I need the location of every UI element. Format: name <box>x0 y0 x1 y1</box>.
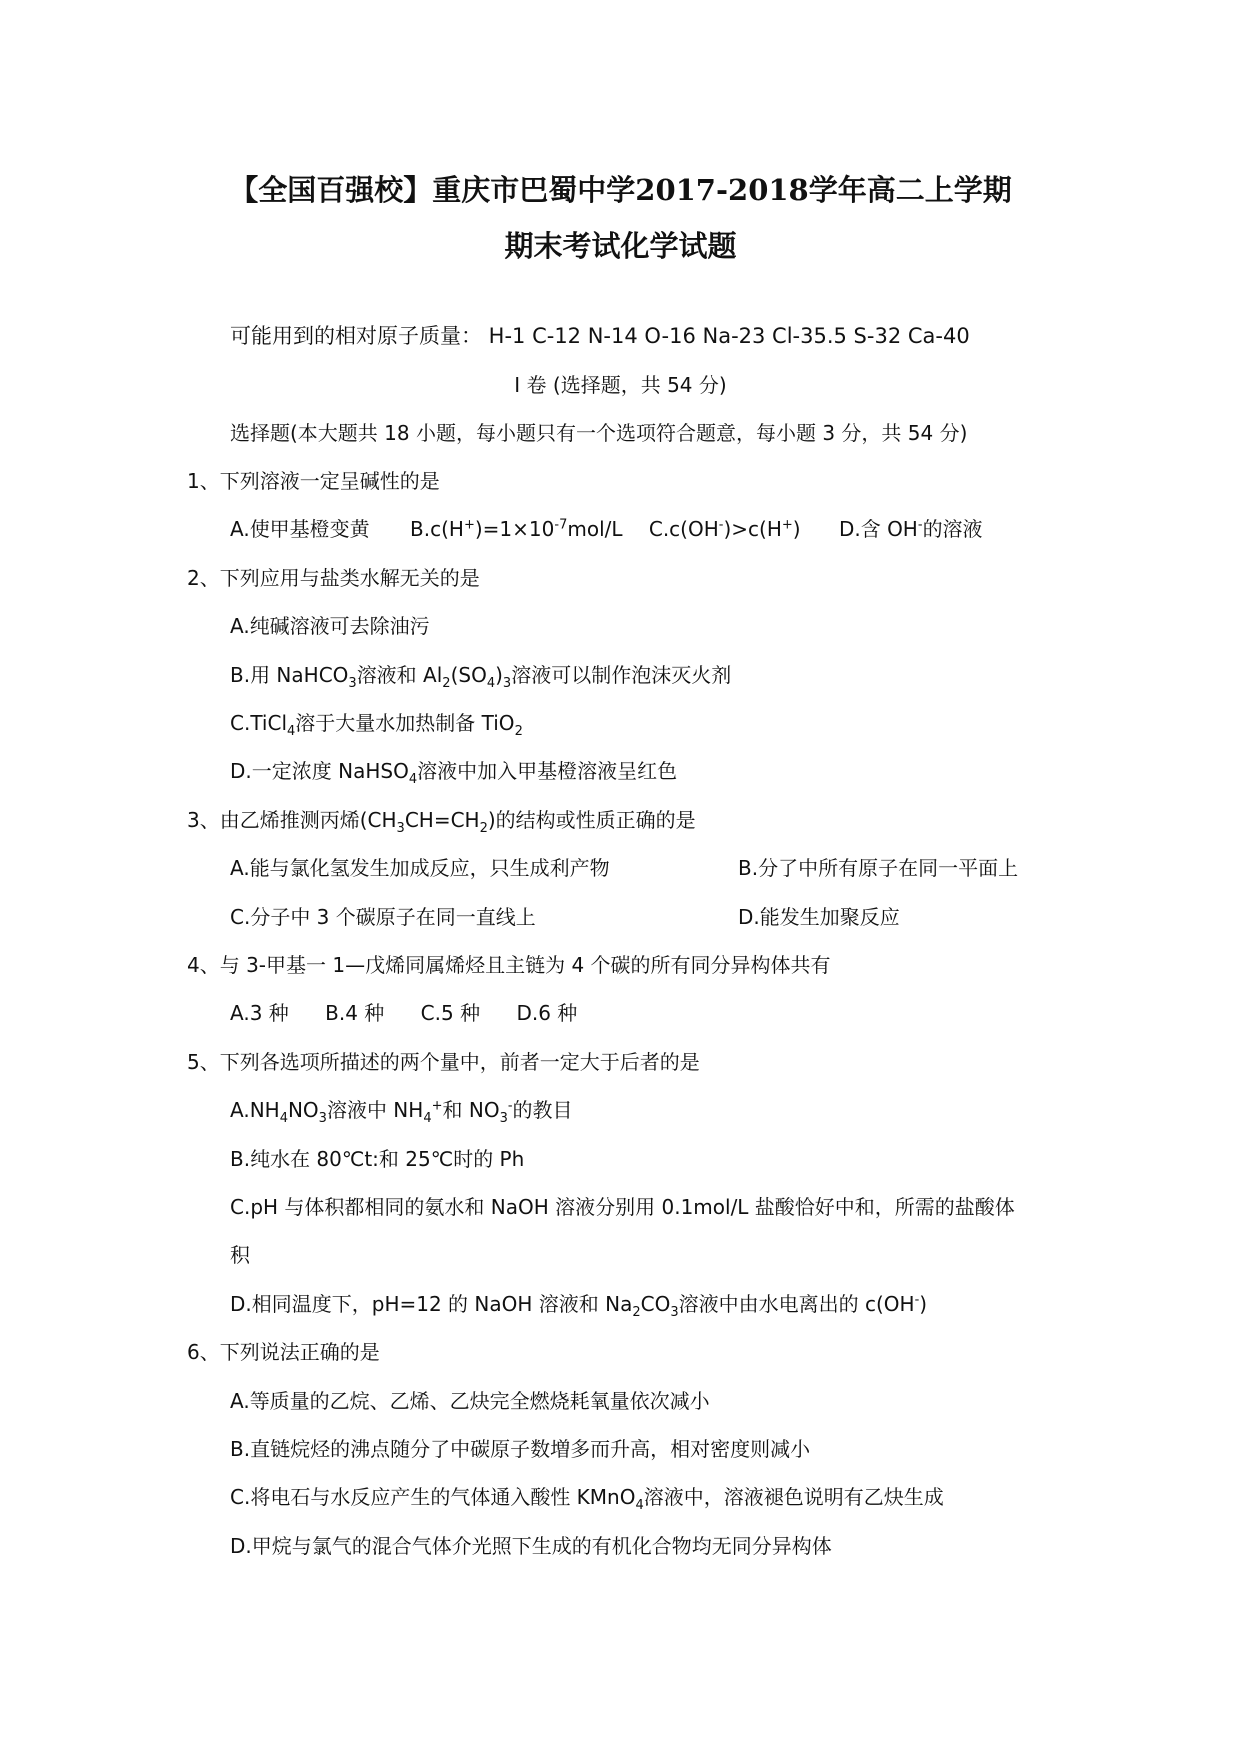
q2-option-b: B.用 NaHCO$_3$溶液和 $Al_2(SO_4)_3$溶液可以制作泡沫灭火剂 <box>230 663 732 691</box>
question-5-stem: 5、下列各选项所描述的两个量中，前者一定大于后者的是 <box>187 1050 700 1074</box>
q5-option-d: D.相同温度下，pH=12 的 NaOH 溶液和 $Na_2CO_3$溶液中由水电离出的 c(OH-) <box>230 1292 928 1320</box>
question-6-stem: 6、下列说法正确的是 <box>187 1340 380 1364</box>
q5-option-a: $A.NH_4NO_3$溶液中 $NH_4^+$和 $NO_3^-$的教目 <box>230 1098 573 1126</box>
q3-option-b: B.分了中所有原子在同一平面上 <box>738 856 1019 880</box>
q4-option-a: A.3 种 <box>230 1001 289 1025</box>
q5-option-c-continued: 积 <box>230 1243 250 1267</box>
q2-option-d: D.一定浓度 NaHSO$_4$溶液中加入甲基橙溶液呈红色 <box>230 759 678 787</box>
q4-option-b: B.4 种 <box>325 1001 385 1025</box>
q2-option-c: C.TiCl$_4$溶于大量水加热制备 TiO$_2$ <box>230 711 523 739</box>
question-1-options <box>230 516 983 542</box>
q3-option-a: A.能与氯化氢发生加成反应，只生成利产物 <box>230 856 610 880</box>
q2-option-a: A.纯碱溶液可去除油污 <box>230 614 430 638</box>
q1-option-d: D.含 OH-的溶液 <box>838 517 983 541</box>
q1-option-b: $B.c(H^+)=1\times 10^{-7}mol/L$ <box>410 517 623 541</box>
q3-option-c: C.分子中 3 个碳原子在同一直线上 <box>230 905 536 929</box>
q3-option-d: D.能发生加聚反应 <box>738 905 900 929</box>
atomic-masses: 可能用到的相对原子质量： H-1 C-12 N-14 O-16 Na-23 Cl-35.5 S-32 Ca-40 <box>230 324 970 348</box>
q1-option-c: C.c(OH-)>c(H+) <box>648 517 801 541</box>
question-4-options <box>230 1000 577 1026</box>
question-4-stem: 4、与 3-甲基一 1—戊烯同属烯烃且主链为 4 个碳的所有同分异构体共有 <box>187 953 831 977</box>
q6-option-d: D.甲烷与氯气的混合气体介光照下生成的有机化合物均无同分异构体 <box>230 1534 832 1558</box>
volume-heading: I 卷 (选择题，共 54 分) <box>514 373 727 397</box>
exam-title-line1: 【全国百强校】重庆市巴蜀中学2017-2018学年高二上学期 <box>229 173 1012 207</box>
q6-option-b: B.直链烷烃的沸点随分了中碳原子数増多而升高，相对密度则减小 <box>230 1437 811 1461</box>
q1-option-a: A.使甲基橙变黄 <box>230 517 370 541</box>
question-2-stem: 2、下列应用与盐类水解无关的是 <box>187 566 480 590</box>
q6-option-c: C.将电石与水反应产生的气体通入酸性 KMnO$_4$溶液中，溶液褪色说明有乙炔生成 <box>230 1485 944 1513</box>
q4-option-d: D.6 种 <box>516 1001 578 1025</box>
question-3-stem: 3、由乙烯推测丙烯$(CH_3CH=CH_2)$的结构或性质正确的是 <box>187 808 696 836</box>
q4-option-c: C.5 种 <box>420 1001 481 1025</box>
section-instruction: 选择题(本大题共 18 小题，每小题只有一个选项符合题意，每小题 3 分，共 54 分) <box>230 421 968 445</box>
exam-title-line2: 期末考试化学试题 <box>504 229 737 263</box>
q5-option-c: C.pH 与体积都相同的氨水和 NaOH 溶液分别用 0.1mol/L 盐酸恰好中和，所需的盐酸体 <box>230 1195 1015 1219</box>
q6-option-a: A.等质量的乙烷、乙烯、乙炔完全燃烧耗氧量依次减小 <box>230 1389 710 1413</box>
question-1-stem: 1、下列溶液一定呈碱性的是 <box>187 469 440 493</box>
q5-option-b: B.纯水在 80℃t:和 25℃时的 Ph <box>230 1147 525 1171</box>
